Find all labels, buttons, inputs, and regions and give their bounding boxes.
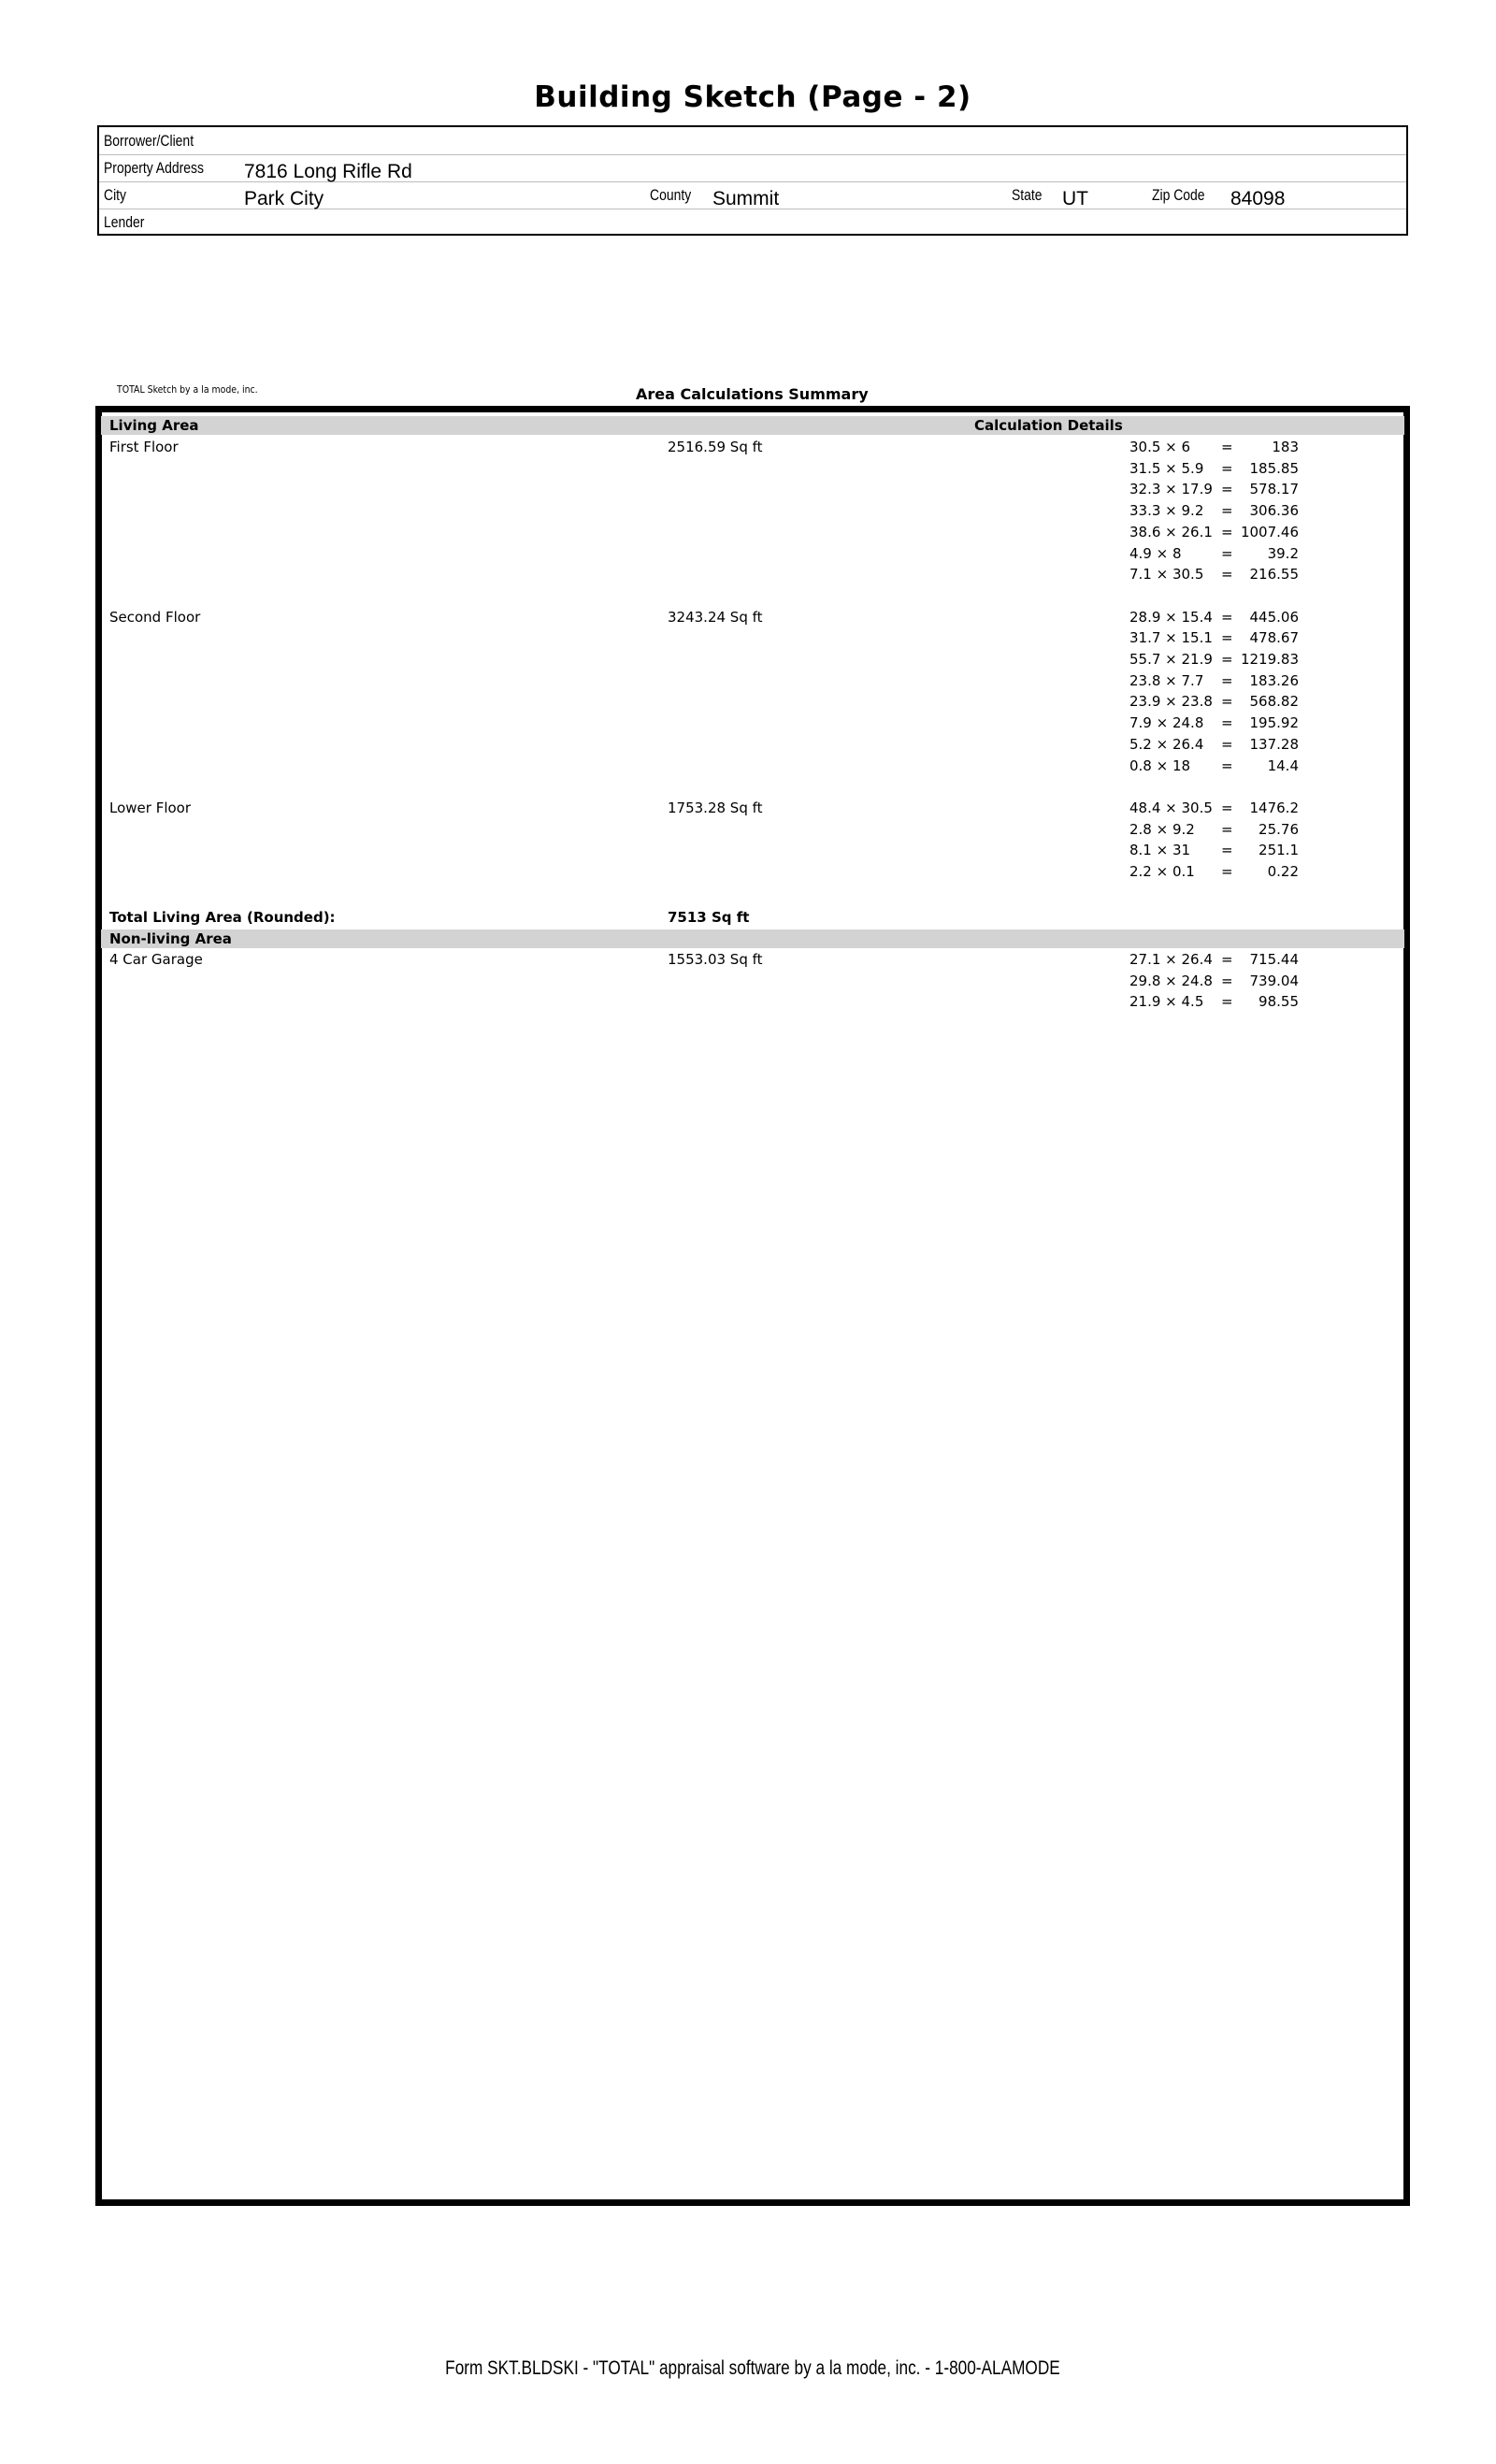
- address-row: [99, 154, 1406, 182]
- calc-result: 216.55: [1249, 566, 1299, 584]
- calc-result: 578.17: [1249, 481, 1299, 498]
- non-living-header: Non-living Area: [109, 930, 232, 947]
- non-living-header-band: [101, 929, 1404, 948]
- calc-result: 0.22: [1267, 863, 1299, 880]
- calc-equals: =: [1221, 629, 1233, 647]
- lender-row: [99, 209, 1406, 236]
- calc-expression: 2.8 × 9.2: [1129, 820, 1195, 838]
- address-label: Property Address: [104, 159, 204, 177]
- calc-equals: =: [1221, 439, 1233, 455]
- calc-expression: 31.5 × 5.9: [1129, 459, 1204, 477]
- area-total: 2516.59 Sq ft: [668, 439, 763, 455]
- calc-result: 137.28: [1249, 735, 1299, 753]
- area-total: 1753.28 Sq ft: [668, 799, 763, 816]
- calc-result: 183: [1272, 439, 1299, 455]
- calc-equals: =: [1221, 972, 1233, 989]
- calc-result: 39.2: [1267, 544, 1299, 562]
- calc-expression: 4.9 × 8: [1129, 544, 1182, 562]
- calc-expression: 30.5 × 6: [1129, 439, 1191, 455]
- county-value: Summit: [712, 188, 780, 209]
- calc-equals: =: [1221, 544, 1233, 562]
- zip-value: 84098: [1230, 188, 1286, 209]
- calc-expression: 23.8 × 7.7: [1129, 671, 1204, 689]
- area-name: 4 Car Garage: [109, 951, 203, 968]
- calc-result: 195.92: [1249, 714, 1299, 732]
- calc-expression: 27.1 × 26.4: [1129, 951, 1213, 968]
- calc-result: 715.44: [1249, 951, 1299, 968]
- calc-expression: 55.7 × 21.9: [1129, 651, 1213, 668]
- area-calculations-frame: [95, 406, 1410, 2206]
- calc-expression: 33.3 × 9.2: [1129, 502, 1204, 520]
- living-area-header-band: [101, 416, 1404, 435]
- calc-expression: 38.6 × 26.1: [1129, 523, 1213, 540]
- calc-result: 1219.83: [1240, 651, 1299, 668]
- county-label: County: [650, 186, 692, 204]
- calc-expression: 2.2 × 0.1: [1129, 863, 1195, 880]
- calc-expression: 31.7 × 15.1: [1129, 629, 1213, 647]
- area-total: 3243.24 Sq ft: [668, 608, 763, 626]
- calc-expression: 7.1 × 30.5: [1129, 566, 1204, 584]
- calc-equals: =: [1221, 459, 1233, 477]
- calc-result: 14.4: [1267, 756, 1299, 774]
- total-living-label: Total Living Area (Rounded):: [109, 909, 336, 926]
- calc-expression: 7.9 × 24.8: [1129, 714, 1204, 732]
- calc-equals: =: [1221, 523, 1233, 540]
- area-name: First Floor: [109, 439, 179, 455]
- city-value: Park City: [244, 188, 324, 209]
- calc-equals: =: [1221, 735, 1233, 753]
- state-label: State: [1012, 186, 1043, 204]
- sketch-credit: TOTAL Sketch by a la mode, inc.: [117, 383, 258, 396]
- calc-equals: =: [1221, 481, 1233, 498]
- calc-expression: 28.9 × 15.4: [1129, 608, 1213, 626]
- calc-expression: 5.2 × 26.4: [1129, 735, 1204, 753]
- calc-result: 98.55: [1259, 993, 1299, 1011]
- lender-label: Lender: [104, 213, 145, 231]
- calc-equals: =: [1221, 820, 1233, 838]
- calc-expression: 48.4 × 30.5: [1129, 799, 1213, 816]
- calc-result: 306.36: [1249, 502, 1299, 520]
- calc-result: 1007.46: [1240, 523, 1299, 540]
- calc-expression: 8.1 × 31: [1129, 842, 1191, 859]
- calc-equals: =: [1221, 651, 1233, 668]
- area-name: Lower Floor: [109, 799, 192, 816]
- calc-result: 251.1: [1259, 842, 1299, 859]
- footer-text: Form SKT.BLDSKI - "TOTAL" appraisal software by a la mode, inc. - 1-800-ALAMODE: [445, 2357, 1060, 2379]
- calc-equals: =: [1221, 608, 1233, 626]
- address-value: 7816 Long Rifle Rd: [244, 161, 412, 182]
- calc-result: 25.76: [1259, 820, 1299, 838]
- calc-equals: =: [1221, 863, 1233, 880]
- calc-result: 478.67: [1249, 629, 1299, 647]
- calc-expression: 32.3 × 17.9: [1129, 481, 1213, 498]
- calc-equals: =: [1221, 842, 1233, 859]
- property-info-box: [97, 125, 1408, 236]
- city-row: [99, 181, 1406, 209]
- calc-equals: =: [1221, 714, 1233, 732]
- calc-expression: 23.9 × 23.8: [1129, 693, 1213, 711]
- calc-result: 445.06: [1249, 608, 1299, 626]
- borrower-label: Borrower/Client: [104, 132, 194, 150]
- form-footer: [0, 2357, 1496, 2380]
- calc-result: 568.82: [1249, 693, 1299, 711]
- area-total: 1553.03 Sq ft: [668, 951, 763, 968]
- calculation-details-header: Calculation Details: [974, 417, 1123, 434]
- living-area-header: Living Area: [109, 417, 199, 434]
- calc-result: 183.26: [1249, 671, 1299, 689]
- calc-result: 739.04: [1249, 972, 1299, 989]
- calc-expression: 21.9 × 4.5: [1129, 993, 1204, 1011]
- calc-equals: =: [1221, 951, 1233, 968]
- calc-equals: =: [1221, 993, 1233, 1011]
- page-title: Building Sketch (Page - 2): [534, 80, 971, 114]
- calc-equals: =: [1221, 756, 1233, 774]
- calc-result: 1476.2: [1249, 799, 1299, 816]
- calc-equals: =: [1221, 566, 1233, 584]
- zip-label: Zip Code: [1152, 186, 1205, 204]
- city-label: City: [104, 186, 127, 204]
- total-living-value: 7513 Sq ft: [668, 909, 750, 926]
- calc-equals: =: [1221, 502, 1233, 520]
- calc-result: 185.85: [1249, 459, 1299, 477]
- area-name: Second Floor: [109, 608, 201, 626]
- state-value: UT: [1062, 188, 1088, 209]
- calc-expression: 29.8 × 24.8: [1129, 972, 1213, 989]
- calc-expression: 0.8 × 18: [1129, 756, 1191, 774]
- summary-title: Area Calculations Summary: [636, 385, 869, 403]
- borrower-row: [99, 127, 1406, 155]
- calc-equals: =: [1221, 799, 1233, 816]
- calc-equals: =: [1221, 671, 1233, 689]
- calc-equals: =: [1221, 693, 1233, 711]
